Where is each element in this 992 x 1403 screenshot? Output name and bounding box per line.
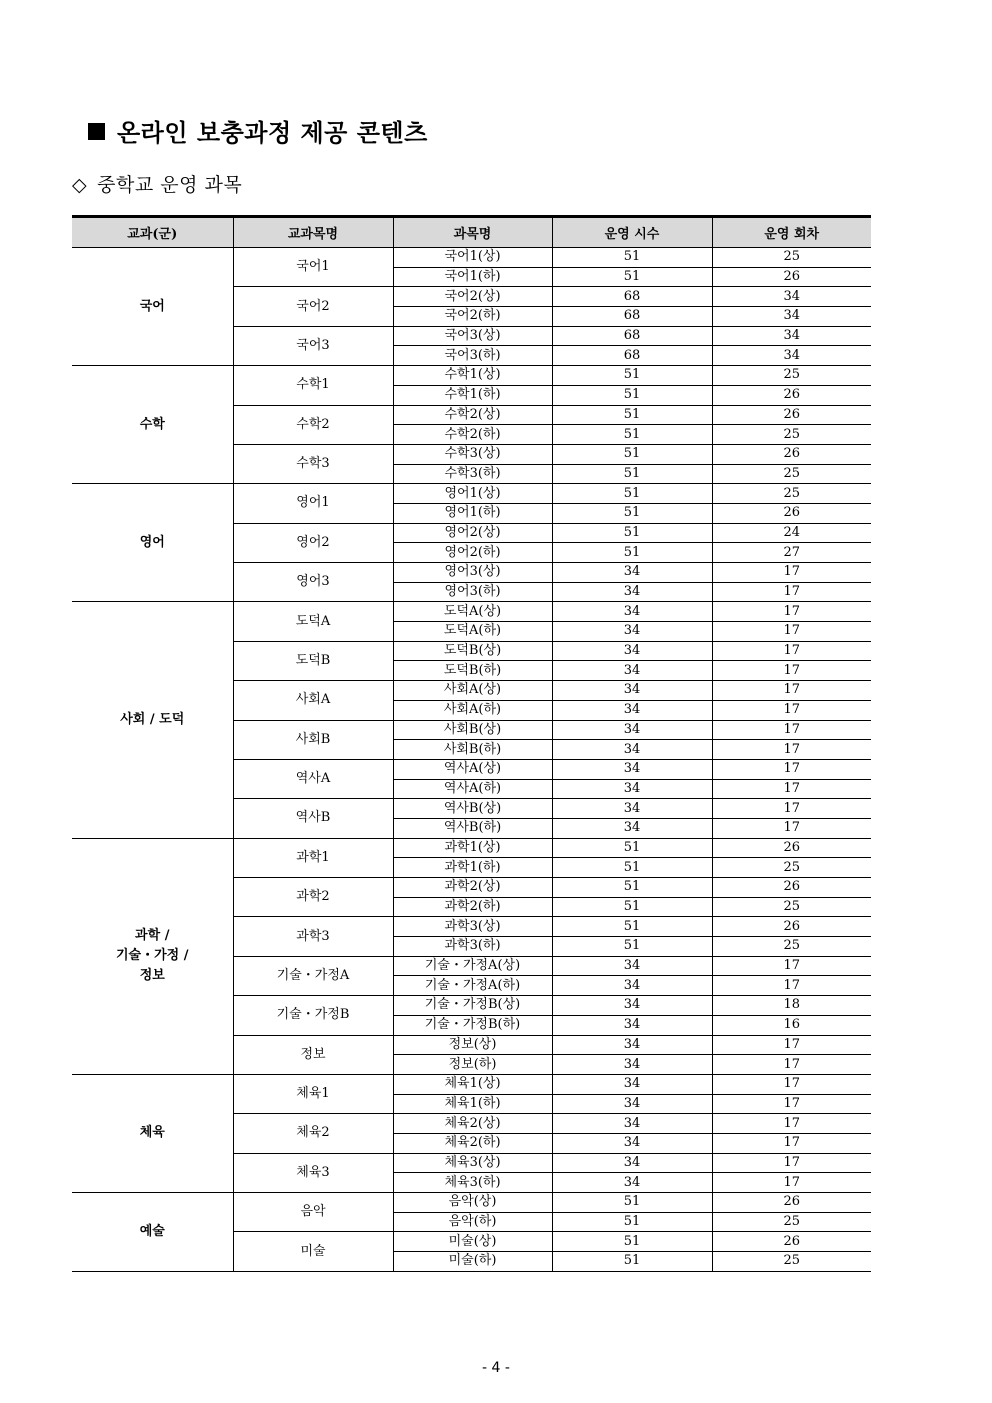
hours-cell: 34: [552, 582, 712, 602]
header-subject-name: 교과목명: [233, 217, 393, 248]
course-name-cell: 과학2(하): [393, 897, 552, 917]
hours-cell: 68: [552, 346, 712, 366]
sessions-cell: 26: [712, 405, 871, 425]
course-name-cell: 과학2(상): [393, 878, 552, 898]
sessions-cell: 26: [712, 838, 871, 858]
sessions-cell: 17: [712, 1153, 871, 1173]
sessions-cell: 34: [712, 326, 871, 346]
sessions-cell: 17: [712, 622, 871, 642]
sessions-cell: 26: [712, 917, 871, 937]
hours-cell: 34: [552, 1173, 712, 1193]
course-name-cell: 체육1(하): [393, 1094, 552, 1114]
hours-cell: 51: [552, 917, 712, 937]
sessions-cell: 25: [712, 425, 871, 445]
sessions-cell: 25: [712, 464, 871, 484]
sessions-cell: 17: [712, 1114, 871, 1134]
hours-cell: 68: [552, 307, 712, 327]
sessions-cell: 26: [712, 1232, 871, 1252]
course-name-cell: 과학1(하): [393, 858, 552, 878]
sessions-cell: 17: [712, 740, 871, 760]
course-name-cell: 국어1(상): [393, 248, 552, 268]
course-name-cell: 체육3(하): [393, 1173, 552, 1193]
sessions-cell: 17: [712, 799, 871, 819]
course-name-cell: 영어2(상): [393, 523, 552, 543]
hours-cell: 51: [552, 1212, 712, 1232]
sessions-cell: 17: [712, 818, 871, 838]
subject-name-cell: 정보: [233, 1035, 393, 1074]
course-name-cell: 정보(하): [393, 1055, 552, 1075]
sessions-cell: 17: [712, 1055, 871, 1075]
subject-name-cell: 역사B: [233, 799, 393, 838]
hours-cell: 34: [552, 602, 712, 622]
sessions-cell: 17: [712, 976, 871, 996]
hours-cell: 51: [552, 503, 712, 523]
course-name-cell: 기술・가정B(하): [393, 1015, 552, 1035]
table-body: [72, 248, 871, 1272]
sessions-cell: 17: [712, 641, 871, 661]
sessions-cell: 17: [712, 720, 871, 740]
subject-name-cell: 미술: [233, 1232, 393, 1271]
hours-cell: 51: [552, 878, 712, 898]
sessions-cell: 25: [712, 1252, 871, 1272]
hours-cell: 51: [552, 523, 712, 543]
subject-name-cell: 체육2: [233, 1114, 393, 1153]
hours-cell: 68: [552, 287, 712, 307]
hours-cell: 51: [552, 366, 712, 386]
course-name-cell: 수학3(하): [393, 464, 552, 484]
course-name-cell: 기술・가정B(상): [393, 996, 552, 1016]
hours-cell: 34: [552, 681, 712, 701]
hours-cell: 34: [552, 779, 712, 799]
subject-name-cell: 역사A: [233, 759, 393, 798]
section-subheading-text: 중학교 운영 과목: [97, 174, 243, 196]
course-name-cell: 기술・가정A(상): [393, 956, 552, 976]
sessions-cell: 17: [712, 1173, 871, 1193]
hours-cell: 51: [552, 937, 712, 957]
table-row: [72, 602, 871, 622]
hours-cell: 34: [552, 1153, 712, 1173]
course-name-cell: 역사A(상): [393, 759, 552, 779]
subject-name-cell: 수학2: [233, 405, 393, 444]
course-name-cell: 미술(상): [393, 1232, 552, 1252]
sessions-cell: 17: [712, 661, 871, 681]
course-name-cell: 음악(상): [393, 1193, 552, 1213]
course-name-cell: 미술(하): [393, 1252, 552, 1272]
subject-name-cell: 수학3: [233, 444, 393, 483]
course-name-cell: 도덕A(하): [393, 622, 552, 642]
subject-name-cell: 사회A: [233, 681, 393, 720]
course-name-cell: 역사B(하): [393, 818, 552, 838]
sessions-cell: 17: [712, 700, 871, 720]
hours-cell: 34: [552, 976, 712, 996]
hours-cell: 51: [552, 1193, 712, 1213]
course-name-cell: 수학2(하): [393, 425, 552, 445]
sessions-cell: 17: [712, 956, 871, 976]
sessions-cell: 24: [712, 523, 871, 543]
subject-name-cell: 체육3: [233, 1153, 393, 1192]
course-name-cell: 영어2(하): [393, 543, 552, 563]
hours-cell: 34: [552, 1035, 712, 1055]
hours-cell: 34: [552, 700, 712, 720]
sessions-cell: 25: [712, 484, 871, 504]
header-sessions: 운영 회차: [712, 217, 871, 248]
course-name-cell: 영어1(상): [393, 484, 552, 504]
subject-name-cell: 영어2: [233, 523, 393, 562]
course-name-cell: 과학3(하): [393, 937, 552, 957]
hours-cell: 34: [552, 641, 712, 661]
table-row: [72, 366, 871, 386]
hours-cell: 34: [552, 996, 712, 1016]
table-row: [72, 484, 871, 504]
hours-cell: 34: [552, 740, 712, 760]
table-row: [72, 248, 871, 268]
subject-name-cell: 체육1: [233, 1074, 393, 1113]
sessions-cell: 17: [712, 563, 871, 583]
course-name-cell: 국어1(하): [393, 267, 552, 287]
course-name-cell: 사회A(하): [393, 700, 552, 720]
hours-cell: 34: [552, 799, 712, 819]
sessions-cell: 34: [712, 287, 871, 307]
course-name-cell: 과학1(상): [393, 838, 552, 858]
course-name-cell: 영어3(하): [393, 582, 552, 602]
course-name-cell: 사회A(상): [393, 681, 552, 701]
subject-name-cell: 과학3: [233, 917, 393, 956]
subject-name-cell: 수학1: [233, 366, 393, 405]
hours-cell: 51: [552, 464, 712, 484]
sessions-cell: 17: [712, 1094, 871, 1114]
diamond-bullet-icon: ◇: [72, 174, 88, 196]
subject-group-cell: 사회 / 도덕: [72, 602, 233, 838]
hours-cell: 51: [552, 858, 712, 878]
subject-group-cell: 국어: [72, 248, 233, 366]
course-name-cell: 수학1(하): [393, 385, 552, 405]
sessions-cell: 17: [712, 779, 871, 799]
subject-name-cell: 과학1: [233, 838, 393, 877]
hours-cell: 34: [552, 720, 712, 740]
hours-cell: 34: [552, 563, 712, 583]
subject-name-cell: 과학2: [233, 878, 393, 917]
sessions-cell: 34: [712, 307, 871, 327]
sessions-cell: 18: [712, 996, 871, 1016]
hours-cell: 34: [552, 1114, 712, 1134]
subject-name-cell: 국어2: [233, 287, 393, 326]
hours-cell: 51: [552, 267, 712, 287]
hours-cell: 51: [552, 425, 712, 445]
hours-cell: 34: [552, 1133, 712, 1153]
subject-name-cell: 국어3: [233, 326, 393, 365]
table-row: [72, 1193, 871, 1213]
course-name-cell: 영어3(상): [393, 563, 552, 583]
hours-cell: 51: [552, 444, 712, 464]
subject-group-cell: 체육: [72, 1074, 233, 1192]
subject-name-cell: 사회B: [233, 720, 393, 759]
header-hours: 운영 시수: [552, 217, 712, 248]
course-name-cell: 체육2(상): [393, 1114, 552, 1134]
subject-name-cell: 도덕A: [233, 602, 393, 641]
sessions-cell: 34: [712, 346, 871, 366]
sessions-cell: 25: [712, 1212, 871, 1232]
hours-cell: 51: [552, 897, 712, 917]
sessions-cell: 17: [712, 1074, 871, 1094]
hours-cell: 51: [552, 248, 712, 268]
course-name-cell: 도덕A(상): [393, 602, 552, 622]
table-row: [72, 1074, 871, 1094]
course-name-cell: 도덕B(하): [393, 661, 552, 681]
course-name-cell: 역사A(하): [393, 779, 552, 799]
hours-cell: 68: [552, 326, 712, 346]
hours-cell: 51: [552, 838, 712, 858]
sessions-cell: 17: [712, 602, 871, 622]
subject-group-cell: 과학 / 기술・가정 / 정보: [72, 838, 233, 1074]
hours-cell: 51: [552, 484, 712, 504]
hours-cell: 34: [552, 1094, 712, 1114]
hours-cell: 51: [552, 1232, 712, 1252]
sessions-cell: 26: [712, 878, 871, 898]
course-name-cell: 국어3(하): [393, 346, 552, 366]
course-name-cell: 영어1(하): [393, 503, 552, 523]
sessions-cell: 17: [712, 759, 871, 779]
hours-cell: 34: [552, 1074, 712, 1094]
hours-cell: 34: [552, 759, 712, 779]
hours-cell: 51: [552, 1252, 712, 1272]
hours-cell: 34: [552, 661, 712, 681]
sessions-cell: 25: [712, 937, 871, 957]
course-name-cell: 역사B(상): [393, 799, 552, 819]
table-row: [72, 838, 871, 858]
course-name-cell: 기술・가정A(하): [393, 976, 552, 996]
hours-cell: 51: [552, 405, 712, 425]
course-name-cell: 도덕B(상): [393, 641, 552, 661]
subject-name-cell: 기술・가정B: [233, 996, 393, 1035]
hours-cell: 51: [552, 385, 712, 405]
sessions-cell: 16: [712, 1015, 871, 1035]
header-subject-group: 교과(군): [72, 217, 233, 248]
course-name-cell: 정보(상): [393, 1035, 552, 1055]
sessions-cell: 26: [712, 444, 871, 464]
subject-name-cell: 국어1: [233, 248, 393, 287]
sessions-cell: 17: [712, 1133, 871, 1153]
course-name-cell: 체육3(상): [393, 1153, 552, 1173]
course-name-cell: 사회B(하): [393, 740, 552, 760]
sessions-cell: 17: [712, 1035, 871, 1055]
subject-name-cell: 음악: [233, 1193, 393, 1232]
hours-cell: 34: [552, 622, 712, 642]
subject-group-cell: 예술: [72, 1193, 233, 1272]
course-name-cell: 국어2(하): [393, 307, 552, 327]
sessions-cell: 26: [712, 1193, 871, 1213]
sessions-cell: 26: [712, 267, 871, 287]
header-course-name: 과목명: [393, 217, 552, 248]
course-name-cell: 수학3(상): [393, 444, 552, 464]
table-header-row: [72, 217, 871, 248]
subject-name-cell: 영어1: [233, 484, 393, 523]
course-name-cell: 수학1(상): [393, 366, 552, 386]
square-bullet-icon: [88, 123, 105, 140]
course-name-cell: 사회B(상): [393, 720, 552, 740]
sessions-cell: 26: [712, 385, 871, 405]
sessions-cell: 25: [712, 366, 871, 386]
sessions-cell: 25: [712, 897, 871, 917]
sessions-cell: 17: [712, 681, 871, 701]
section-heading-text: 온라인 보충과정 제공 콘텐츠: [117, 119, 428, 147]
hours-cell: 51: [552, 543, 712, 563]
sessions-cell: 25: [712, 858, 871, 878]
hours-cell: 34: [552, 1015, 712, 1035]
subject-name-cell: 도덕B: [233, 641, 393, 680]
course-name-cell: 수학2(상): [393, 405, 552, 425]
course-name-cell: 국어3(상): [393, 326, 552, 346]
sessions-cell: 27: [712, 543, 871, 563]
hours-cell: 34: [552, 1055, 712, 1075]
subject-group-cell: 영어: [72, 484, 233, 602]
sessions-cell: 17: [712, 582, 871, 602]
section-heading: [88, 113, 428, 148]
subject-name-cell: 영어3: [233, 563, 393, 602]
hours-cell: 34: [552, 956, 712, 976]
subject-group-cell: 수학: [72, 366, 233, 484]
page-number: - 4 -: [482, 1360, 510, 1376]
course-name-cell: 음악(하): [393, 1212, 552, 1232]
course-name-cell: 체육2(하): [393, 1133, 552, 1153]
course-name-cell: 국어2(상): [393, 287, 552, 307]
hours-cell: 34: [552, 818, 712, 838]
section-subheading: [72, 170, 242, 197]
course-table: [72, 215, 871, 1272]
course-name-cell: 과학3(상): [393, 917, 552, 937]
course-name-cell: 체육1(상): [393, 1074, 552, 1094]
sessions-cell: 25: [712, 248, 871, 268]
subject-name-cell: 기술・가정A: [233, 956, 393, 995]
sessions-cell: 26: [712, 503, 871, 523]
